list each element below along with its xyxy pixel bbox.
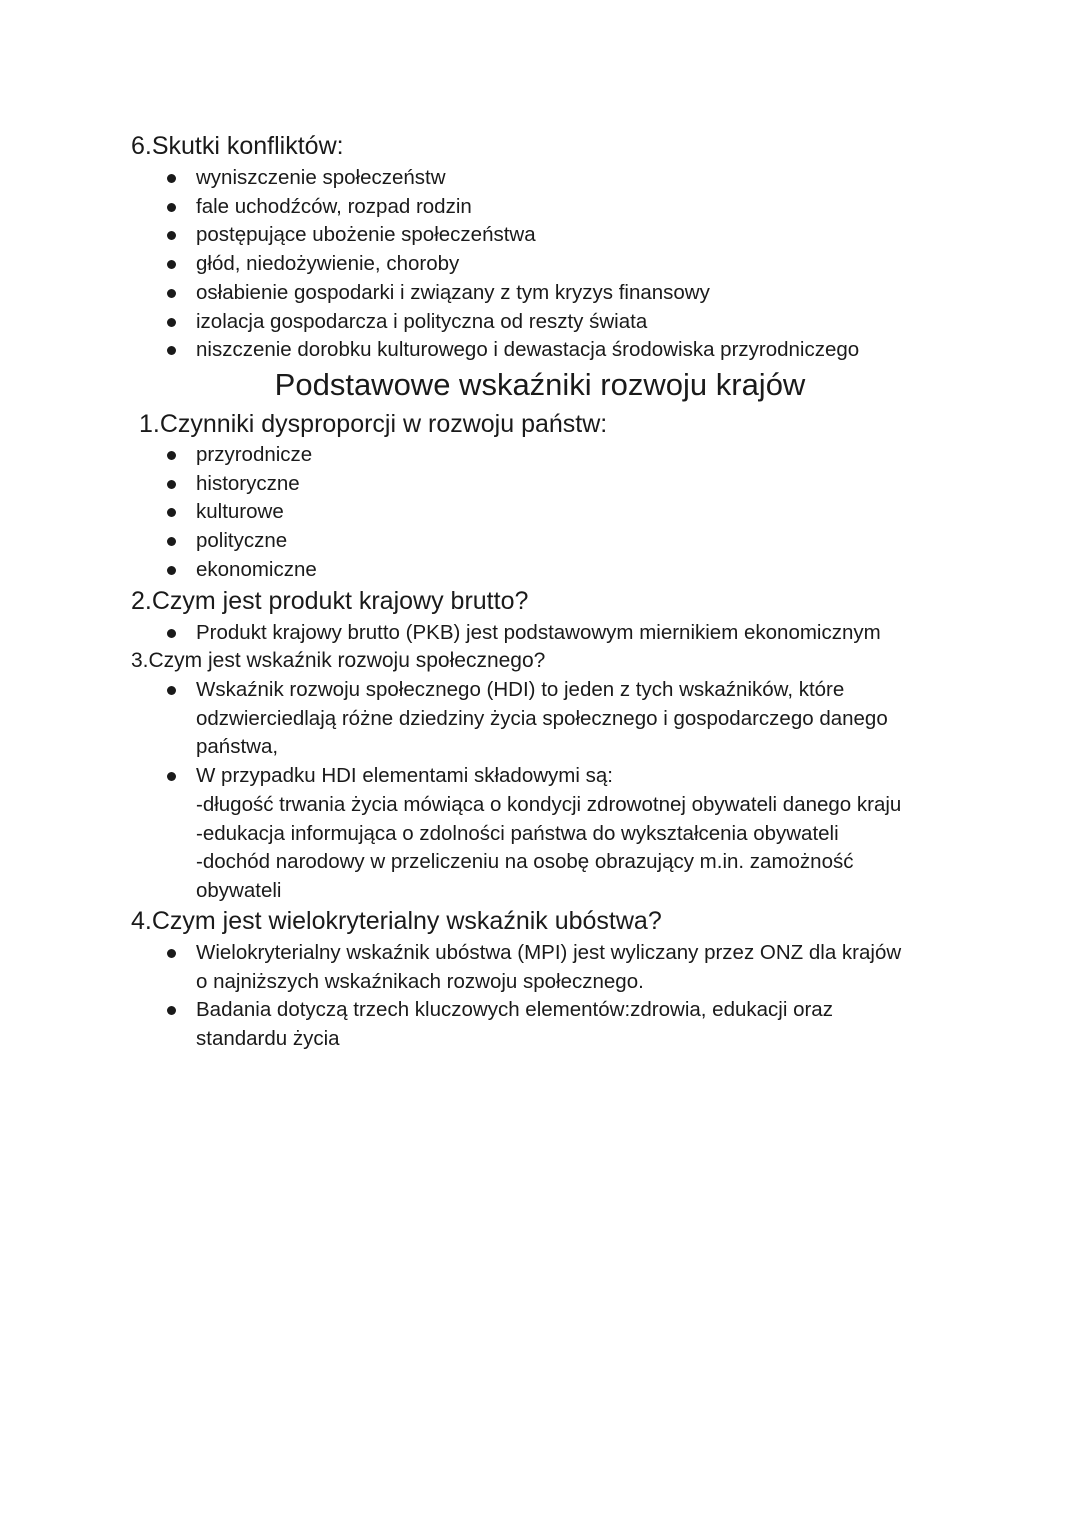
list-item: przyrodnicze [160, 441, 960, 470]
list-item: niszczenie dorobku kulturowego i dewastacja środowiska przyrodniczego [160, 336, 960, 365]
section-heading-disproportion-factors: 1.Czynniki dysproporcji w rozwoju państw: [139, 410, 608, 438]
list-item: W przypadku HDI elementami składowymi są: -długość trwania życia mówiąca o kondycji zdrowotnej obywateli danego kraju -edukacja informująca o zdolności państwa do wykształcenia obywateli -dochód narodowy w przeliczeniu na osobę obrazujący m.in. zamożność obywateli [160, 762, 960, 906]
section-heading-gdp: 2.Czym jest produkt krajowy brutto? [131, 587, 529, 615]
gdp-list [160, 619, 960, 648]
list-item: Badania dotyczą trzech kluczowych elementów:zdrowia, edukacji oraz standardu życia [160, 996, 960, 1053]
mpi-list [160, 939, 960, 1054]
conflict-effects-list [160, 164, 960, 365]
hdi-list [160, 676, 960, 906]
list-item: postępujące ubożenie społeczeństwa [160, 221, 960, 250]
page-title: Podstawowe wskaźniki rozwoju krajów [274, 367, 806, 402]
list-item: historyczne [160, 470, 960, 499]
list-item: wyniszczenie społeczeństw [160, 164, 960, 193]
list-item: głód, niedożywienie, choroby [160, 250, 960, 279]
list-item: izolacja gospodarcza i polityczna od reszty świata [160, 308, 960, 337]
section-heading-mpi: 4.Czym jest wielokryterialny wskaźnik ubóstwa? [131, 907, 662, 935]
list-item: osłabienie gospodarki i związany z tym kryzys finansowy [160, 279, 960, 308]
list-item: Produkt krajowy brutto (PKB) jest podstawowym miernikiem ekonomicznym [160, 619, 960, 648]
disproportion-factors-list [160, 441, 960, 585]
list-item: Wielokryterialny wskaźnik ubóstwa (MPI) jest wyliczany przez ONZ dla krajów o najniższych wskaźnikach rozwoju społecznego. [160, 939, 960, 996]
list-item: kulturowe [160, 498, 960, 527]
list-item: polityczne [160, 527, 960, 556]
list-item: fale uchodźców, rozpad rodzin [160, 193, 960, 222]
section-heading-hdi: 3.Czym jest wskaźnik rozwoju społecznego? [131, 649, 546, 672]
list-item: ekonomiczne [160, 556, 960, 585]
list-item: Wskaźnik rozwoju społecznego (HDI) to jeden z tych wskaźników, które odzwierciedlają różne dziedziny życia społecznego i gospodarczego danego państwa, [160, 676, 960, 762]
section-heading-conflict-effects: 6.Skutki konfliktów: [131, 132, 344, 160]
